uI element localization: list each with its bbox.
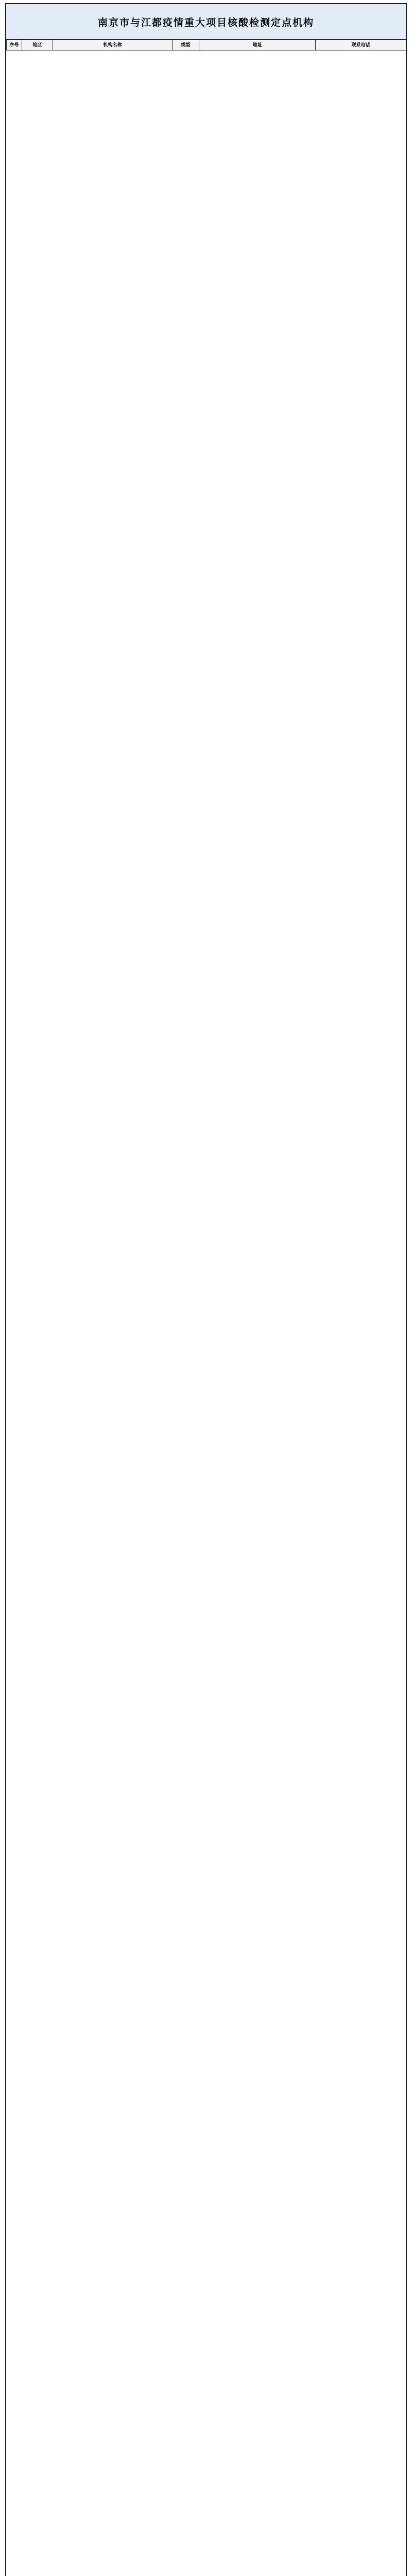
column-header-index: 序号 <box>7 40 22 50</box>
column-header-type: 类型 <box>173 40 199 50</box>
document-frame <box>5 3 407 2576</box>
column-header-phone: 联系电话 <box>316 40 406 50</box>
column-header-name: 机构名称 <box>53 40 173 50</box>
document-title: 南京市与江都疫情重大项目核酸检测定点机构 <box>97 16 314 28</box>
title-bar <box>6 4 406 40</box>
table-header-row <box>7 40 406 50</box>
column-header-address: 地址 <box>199 40 316 50</box>
column-header-district: 地区 <box>22 40 53 50</box>
institution-table <box>6 40 406 50</box>
